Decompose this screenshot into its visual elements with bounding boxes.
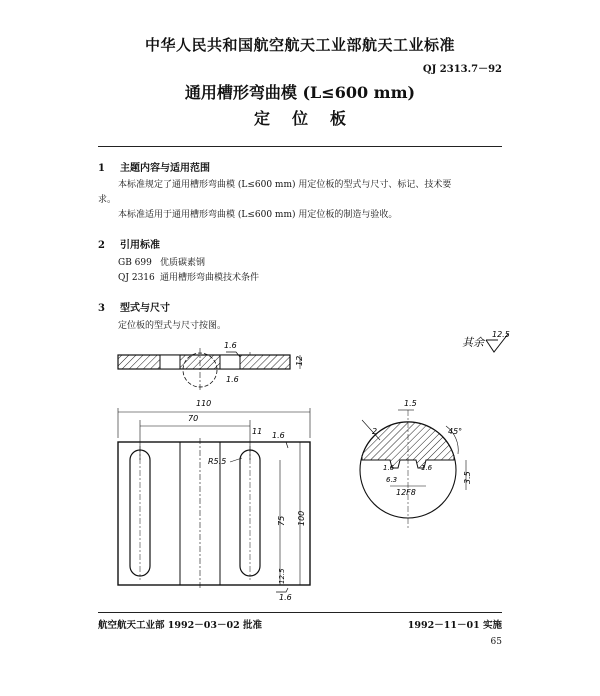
dim-label: 1.6 (383, 464, 395, 472)
reference-name: 通用槽形弯曲模技术条件 (160, 273, 260, 283)
dim-label: R5.5 (208, 457, 227, 466)
roughness-value: 12.5 (492, 330, 510, 339)
dim-label: 1.6 (226, 375, 239, 384)
org-title: 中华人民共和国航空航天工业部航天工业标准 (144, 36, 455, 54)
section-number: 2 (98, 240, 105, 251)
section-title: 主题内容与适用范围 (120, 163, 210, 174)
dim-label: 3.5 (463, 471, 472, 484)
dim-label: 12F8 (396, 488, 416, 497)
dim-label: 100 (297, 510, 306, 526)
dim-label: 12 (295, 355, 304, 366)
technical-drawing (90, 330, 530, 615)
reference-code: GB 699 (118, 258, 152, 268)
section-2-heading (98, 236, 160, 251)
section-1-heading (98, 159, 210, 174)
dim-label: 110 (196, 399, 212, 408)
roughness-symbol (462, 330, 510, 352)
section-view (118, 341, 304, 392)
reference-row (118, 271, 259, 285)
dim-label: 2 (372, 427, 378, 436)
section-1-para-1-cont: 求。 (98, 195, 117, 205)
dim-label: 1.5 (404, 399, 417, 408)
section-number: 3 (98, 303, 105, 314)
dim-label: 1.6 (279, 593, 292, 602)
standard-code: QJ 2313.7－92 (422, 64, 502, 75)
approval-line: 航空航天工业部 1992－03－02 批准 (98, 620, 262, 631)
reference-row (118, 256, 205, 270)
section-title: 型式与尺寸 (120, 303, 170, 314)
dim-label: 75 (277, 515, 286, 526)
dim-label: 1.6 (224, 341, 237, 350)
roughness-note: 其余 (462, 336, 484, 349)
section-1-para-1: 本标准规定了通用槽形弯曲模 (L≤600 mm) 用定位板的型式与尺寸、标记、技术要 (118, 180, 452, 190)
document-title: 通用槽形弯曲模 (L≤600 mm) (184, 83, 416, 102)
section-1-para-2: 本标准适用于通用槽形弯曲模 (L≤600 mm) 用定位板的制造与验收。 (118, 210, 398, 220)
footer-rule (98, 612, 502, 613)
dim-label: 6.3 (386, 476, 398, 484)
dim-label: 12.5 (278, 568, 286, 584)
dim-label: 1.6 (272, 431, 285, 440)
dim-label: 45° (448, 427, 463, 436)
document-subtitle: 定位板 (253, 109, 368, 128)
plan-view (118, 399, 310, 602)
page-number: 65 (490, 637, 502, 647)
section-number: 1 (98, 163, 105, 174)
header-rule (98, 146, 502, 147)
detail-view (360, 399, 472, 528)
dim-label: 1.6 (421, 464, 433, 472)
dim-label: 70 (188, 414, 199, 423)
reference-code: QJ 2316 (118, 273, 155, 283)
dim-label: 11 (252, 427, 263, 436)
section-3-heading (98, 299, 170, 314)
section-title: 引用标准 (120, 240, 160, 251)
reference-name: 优质碳素钢 (160, 258, 206, 268)
effective-date: 1992－11－01 实施 (407, 620, 502, 631)
section-3-para: 定位板的型式与尺寸按图。 (118, 321, 227, 331)
